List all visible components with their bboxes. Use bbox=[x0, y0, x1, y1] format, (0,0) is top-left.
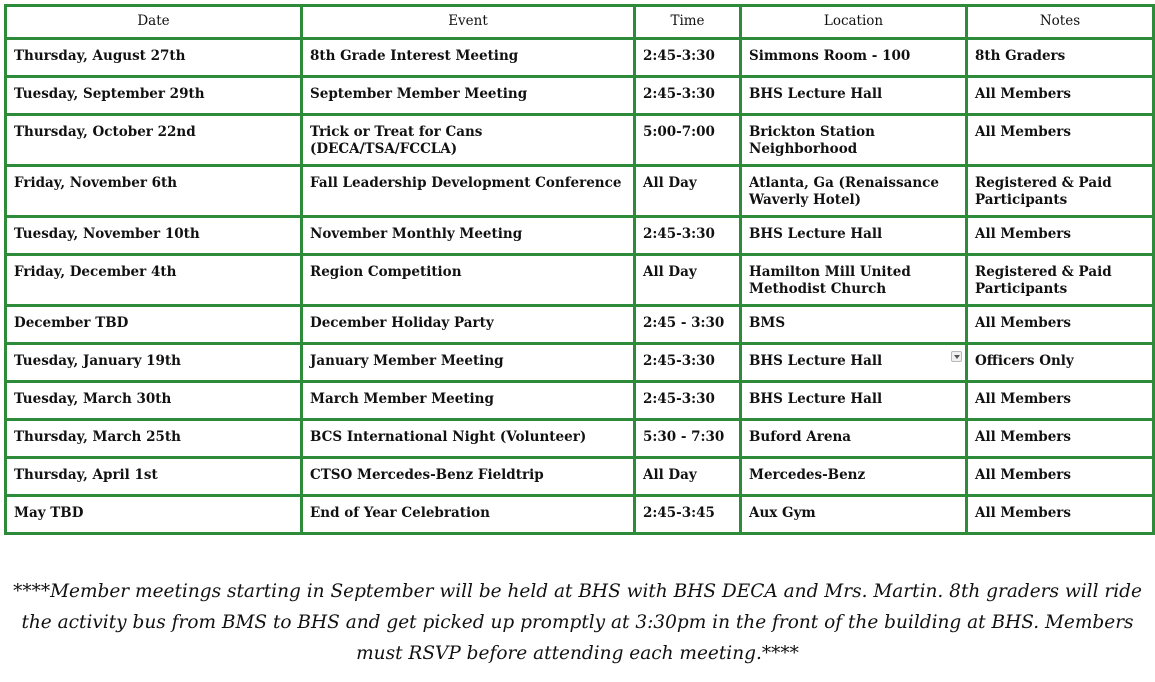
header-row bbox=[6, 6, 1154, 39]
cell-event[interactable]: BCS International Night (Volunteer) bbox=[302, 420, 635, 458]
footnote: ****Member meetings starting in September will be held at BHS with BHS DECA and Mrs. Martin. 8th graders will ride the activity bus from BMS to BHS and get picked up promptly at 3:30pm in the front of the building at BHS. Members must RSVP before attending each meeting.**** bbox=[13, 581, 1142, 664]
cell-date[interactable]: Thursday, April 1st bbox=[6, 458, 302, 496]
cell-location[interactable]: BHS Lecture Hall bbox=[741, 77, 967, 115]
cell-time[interactable]: 2:45-3:45 bbox=[635, 496, 741, 534]
cell-date[interactable]: Tuesday, March 30th bbox=[6, 382, 302, 420]
cell-notes[interactable]: Officers Only bbox=[967, 344, 1154, 382]
cell-location[interactable]: BHS Lecture Hall bbox=[741, 217, 967, 255]
cell-location[interactable]: Mercedes-Benz bbox=[741, 458, 967, 496]
table-row bbox=[6, 344, 1154, 382]
cell-event[interactable]: Trick or Treat for Cans (DECA/TSA/FCCLA) bbox=[302, 115, 635, 166]
cell-location[interactable]: Brickton Station Neighborhood bbox=[741, 115, 967, 166]
table-row bbox=[6, 39, 1154, 77]
column-header-date: Date bbox=[6, 6, 302, 39]
cell-event[interactable]: CTSO Mercedes-Benz Fieldtrip bbox=[302, 458, 635, 496]
cell-location[interactable]: Simmons Room - 100 bbox=[741, 39, 967, 77]
table-row bbox=[6, 382, 1154, 420]
cell-event[interactable]: September Member Meeting bbox=[302, 77, 635, 115]
cell-event[interactable]: January Member Meeting bbox=[302, 344, 635, 382]
cell-event[interactable]: March Member Meeting bbox=[302, 382, 635, 420]
cell-time[interactable]: All Day bbox=[635, 458, 741, 496]
cell-event[interactable]: End of Year Celebration bbox=[302, 496, 635, 534]
cell-time[interactable]: 2:45-3:30 bbox=[635, 77, 741, 115]
cell-notes[interactable]: 8th Graders bbox=[967, 39, 1154, 77]
chevron-down-icon[interactable] bbox=[951, 351, 962, 362]
cell-event[interactable]: 8th Grade Interest Meeting bbox=[302, 39, 635, 77]
cell-event[interactable]: December Holiday Party bbox=[302, 306, 635, 344]
cell-notes[interactable]: All Members bbox=[967, 217, 1154, 255]
cell-notes[interactable]: All Members bbox=[967, 77, 1154, 115]
schedule-table bbox=[4, 4, 1155, 535]
table-row bbox=[6, 166, 1154, 217]
cell-location[interactable]: Hamilton Mill United Methodist Church bbox=[741, 255, 967, 306]
cell-notes[interactable]: Registered & Paid Participants bbox=[967, 255, 1154, 306]
cell-date[interactable]: Friday, November 6th bbox=[6, 166, 302, 217]
table-row bbox=[6, 420, 1154, 458]
cell-date[interactable]: December TBD bbox=[6, 306, 302, 344]
cell-date[interactable]: May TBD bbox=[6, 496, 302, 534]
table-row bbox=[6, 217, 1154, 255]
table-row bbox=[6, 458, 1154, 496]
cell-location[interactable]: BHS Lecture Hall bbox=[741, 382, 967, 420]
cell-date[interactable]: Thursday, August 27th bbox=[6, 39, 302, 77]
table-row bbox=[6, 77, 1154, 115]
cell-date[interactable]: Thursday, March 25th bbox=[6, 420, 302, 458]
cell-date[interactable]: Thursday, October 22nd bbox=[6, 115, 302, 166]
cell-date[interactable]: Tuesday, January 19th bbox=[6, 344, 302, 382]
cell-date[interactable]: Tuesday, September 29th bbox=[6, 77, 302, 115]
cell-time[interactable]: 5:00-7:00 bbox=[635, 115, 741, 166]
column-header-event: Event bbox=[302, 6, 635, 39]
cell-date[interactable]: Friday, December 4th bbox=[6, 255, 302, 306]
cell-notes[interactable]: All Members bbox=[967, 420, 1154, 458]
column-header-notes: Notes bbox=[967, 6, 1154, 39]
cell-time[interactable]: 2:45 - 3:30 bbox=[635, 306, 741, 344]
cell-notes[interactable]: All Members bbox=[967, 382, 1154, 420]
cell-time[interactable]: All Day bbox=[635, 255, 741, 306]
cell-time[interactable]: 2:45-3:30 bbox=[635, 39, 741, 77]
cell-time[interactable]: 2:45-3:30 bbox=[635, 344, 741, 382]
cell-date[interactable]: Tuesday, November 10th bbox=[6, 217, 302, 255]
cell-time[interactable]: 5:30 - 7:30 bbox=[635, 420, 741, 458]
cell-location-selected[interactable] bbox=[741, 344, 967, 382]
cell-notes[interactable]: All Members bbox=[967, 306, 1154, 344]
column-header-time: Time bbox=[635, 6, 741, 39]
table-row bbox=[6, 306, 1154, 344]
cell-location[interactable]: Buford Arena bbox=[741, 420, 967, 458]
table-row bbox=[6, 255, 1154, 306]
cell-notes[interactable]: All Members bbox=[967, 115, 1154, 166]
cell-notes[interactable]: All Members bbox=[967, 496, 1154, 534]
cell-event[interactable]: Region Competition bbox=[302, 255, 635, 306]
cell-location-text: BHS Lecture Hall bbox=[749, 353, 883, 369]
table-row bbox=[6, 496, 1154, 534]
cell-time[interactable]: 2:45-3:30 bbox=[635, 217, 741, 255]
cell-notes[interactable]: Registered & Paid Participants bbox=[967, 166, 1154, 217]
column-header-location: Location bbox=[741, 6, 967, 39]
table-row bbox=[6, 115, 1154, 166]
cell-location[interactable]: Atlanta, Ga (Renaissance Waverly Hotel) bbox=[741, 166, 967, 217]
cell-location[interactable]: Aux Gym bbox=[741, 496, 967, 534]
cell-time[interactable]: All Day bbox=[635, 166, 741, 217]
cell-location[interactable]: BMS bbox=[741, 306, 967, 344]
cell-event[interactable]: Fall Leadership Development Conference bbox=[302, 166, 635, 217]
schedule-table-container bbox=[4, 4, 1152, 535]
cell-event[interactable]: November Monthly Meeting bbox=[302, 217, 635, 255]
cell-notes[interactable]: All Members bbox=[967, 458, 1154, 496]
cell-time[interactable]: 2:45-3:30 bbox=[635, 382, 741, 420]
